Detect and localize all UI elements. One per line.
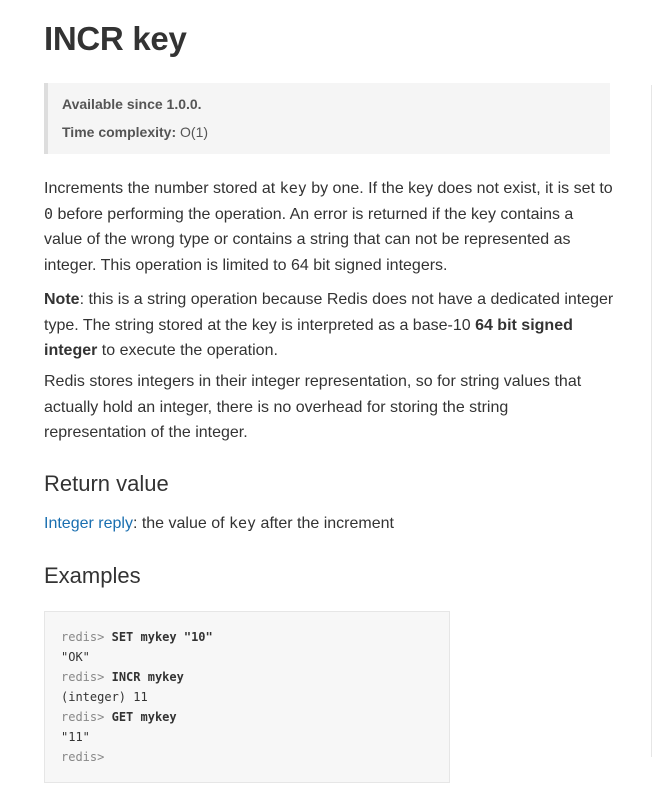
integer-representation-paragraph: Redis stores integers in their integer representation, so for string values that actually hold an integer, there is no overhead for storing the string representation of the integer.	[44, 373, 582, 441]
inline-code-key: key	[229, 514, 257, 532]
examples-heading: Examples	[44, 563, 141, 588]
code-prompt-empty[interactable]: redis>	[61, 750, 105, 764]
code-output: (integer) 11	[61, 690, 148, 704]
inline-code-zero: 0	[44, 204, 54, 223]
code-line: redis> GET mykey	[61, 710, 177, 724]
time-complexity: Time complexity: O(1)	[62, 124, 209, 140]
inline-code-key: key	[279, 179, 307, 197]
command-meta-box	[44, 83, 610, 154]
code-output: "OK"	[61, 650, 90, 664]
integer-reply-link[interactable]: Integer reply	[44, 515, 133, 532]
return-value-heading: Return value	[44, 471, 169, 496]
example-code-block[interactable]	[44, 611, 450, 783]
page-divider-line	[651, 85, 652, 757]
code-output: "11"	[61, 730, 90, 744]
page-title: INCR key	[44, 20, 187, 57]
code-line: redis> INCR mykey	[61, 670, 184, 684]
available-since: Available since 1.0.0.	[62, 96, 202, 112]
return-value-text: Integer reply: the value of key after the increment	[44, 514, 394, 532]
note-paragraph: Note: this is a string operation because Redis does not have a dedicated integer type. The string stored at the key is interpreted as a base-10 64 bit signed integer to execute the operation.	[44, 291, 614, 359]
description-paragraph: Increments the number stored at key by one. If the key does not exist, it is set to 0 before performing the operation. An error is returned if the key contains a value of the wrong type or contains a string that can not be represented as integer. This operation is limited to 64 bit signed integers.	[44, 179, 613, 274]
code-line: redis> SET mykey "10"	[61, 630, 213, 644]
